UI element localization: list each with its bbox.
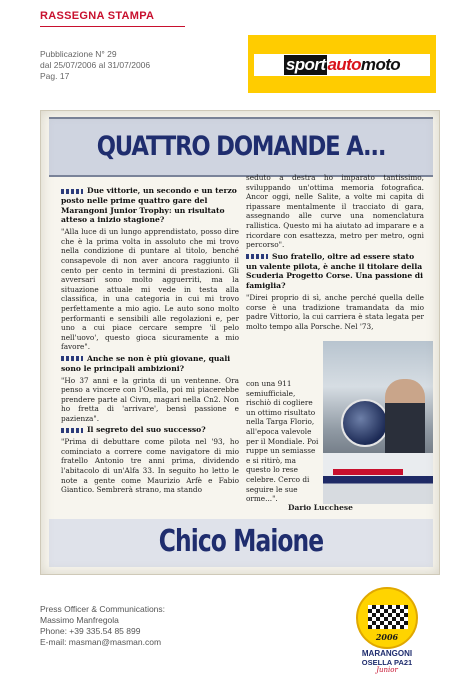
interview-question xyxy=(246,252,424,291)
press-review-title: RASSEGNA STAMPA xyxy=(40,10,155,22)
paragraph-text: "Prima di debuttare come pilota nel '93, ho cominciato a correre come navigatore di mio fratello Antonio tre anni prima, dividendo l'abitacolo di un'Alfa 33. In seguito ho letto le note a gente come Maurizio Arfè e Fabio Giantico. Sembrerà strano, ma stando xyxy=(61,437,239,495)
publication-number: Pubblicazione N° 29 xyxy=(40,49,117,59)
footer-person: Massimo Manfregola xyxy=(40,615,119,625)
question-marker-icon xyxy=(61,356,83,361)
newspaper-clipping xyxy=(40,110,440,575)
footer-role: Press Officer & Communications: xyxy=(40,604,166,614)
article-column-left xyxy=(61,186,239,497)
interview-question xyxy=(61,425,239,435)
logo-wordmark xyxy=(254,54,430,76)
question-marker-icon xyxy=(61,428,83,433)
badge-series: Junior xyxy=(376,666,398,674)
article-column-right xyxy=(246,173,424,333)
article-headline: QUATTRO DOMANDE A... xyxy=(96,131,386,162)
paragraph-text: Anche se non è più giovane, quali sono le principali ambizioni? xyxy=(61,353,231,373)
driver-photo xyxy=(323,341,433,504)
race-car-image xyxy=(323,453,433,504)
driver-name: Chico Maione xyxy=(158,524,324,559)
paragraph-text: Due vittorie, un secondo e un terzo posto nelle prime quattro gare del Marangoni Junior Trophy: un risultato atteso a inizio stagione? xyxy=(61,186,237,225)
paragraph-text: Suo fratello, oltre ad essere stato un valente pilota, è anche il titolare della Scuderia Progetto Corse. Una passione di famiglia? xyxy=(246,251,423,291)
logo-sport: sport xyxy=(285,55,326,74)
helmet-image xyxy=(341,399,389,447)
footer-email[interactable]: E-mail: masman@masman.com xyxy=(40,637,162,647)
article-column-right-narrow: con una 911 semiufficiale, rischiò di cogliere un ottimo risultato nella Targa Florio, all'epoca valevole per il Mondiale. Poi ruppe un semiasse e si ritirò, ma questo lo rese celebre. Cerco di seguire le sue orme...". xyxy=(246,379,319,504)
badge-model: OSELLA PA21 xyxy=(361,658,413,667)
publication-period: dal 25/07/2006 al 31/07/2006 xyxy=(40,60,151,70)
interview-question xyxy=(61,186,239,225)
question-marker-icon xyxy=(61,189,83,194)
badge-brand: MARANGONI xyxy=(361,649,413,658)
sportautomoto-logo xyxy=(248,35,436,93)
headline-banner xyxy=(49,117,433,177)
interview-answer xyxy=(61,227,239,352)
checkered-flag-icon xyxy=(368,605,408,629)
paragraph-text: "Alla luce di un lungo apprendistato, posso dire che è la prima volta in assoluto che mi trovo nella condizione di puntare al titolo, benché consapevole di non aver ancora raggiunto il cento per cento in termini di prestazioni. Gli avversari sono molto agguerriti, ma la situazione attuale mi vede in testa alla classifica, in una categoria in cui mi trovo perfettamente a mio agio. Le auto sono molto performanti e sensibili alle regolazioni e, per uno a cui piace cercare sempre 'il pelo nell'uovo', questo gioca sicuramente a mio favore". xyxy=(61,227,239,352)
interview-answer xyxy=(61,437,239,495)
question-marker-icon xyxy=(246,254,268,259)
interview-answer xyxy=(61,376,239,424)
title-underline xyxy=(40,26,185,27)
marangoni-trophy-badge xyxy=(338,587,436,673)
logo-moto: moto xyxy=(360,55,401,74)
footer-phone: Phone: +39 335.54 85 899 xyxy=(40,626,141,636)
logo-auto: auto xyxy=(327,55,361,74)
paragraph-text: "Ho 37 anni e la grinta di un ventenne. Ora penso a vincere con l'Osella, poi mi piacerebbe prendere parte al Civm, magari nella Cn2. Non ho fretta di 'arrivare', bensì passione e pazienza". xyxy=(61,375,239,423)
page-number: Pag. 17 xyxy=(40,71,70,81)
car-stripe xyxy=(333,469,403,475)
author-signature: Dario Lucchese xyxy=(288,503,353,512)
badge-emblem xyxy=(356,587,418,649)
paragraph-text: seduto a destra ho imparato tantissimo, sviluppando un'ottima memoria fotografica. Ancor oggi, nelle Salite, a volte mi capita di ripassare mentalmente il tracciato di gara, assegnando alle curve una nomenclatura rallistica. Questo mi ha aiutato ad imparare e a ricordare con esattezza, metro per metro, ogni percorso". xyxy=(246,173,424,250)
interview-question xyxy=(61,354,239,374)
paragraph-text: "Direi proprio di sì, anche perché quella delle corse è una tradizione tramandata da mio padre Vittorio, la cui carriera è stata legata per molto tempo alla Porsche. Nel '73, xyxy=(246,292,424,331)
interview-answer xyxy=(246,293,424,331)
interview-answer xyxy=(246,173,424,250)
paragraph-text: Il segreto del suo successo? xyxy=(87,425,206,435)
name-banner xyxy=(49,519,433,567)
badge-year: 2006 xyxy=(375,632,399,642)
